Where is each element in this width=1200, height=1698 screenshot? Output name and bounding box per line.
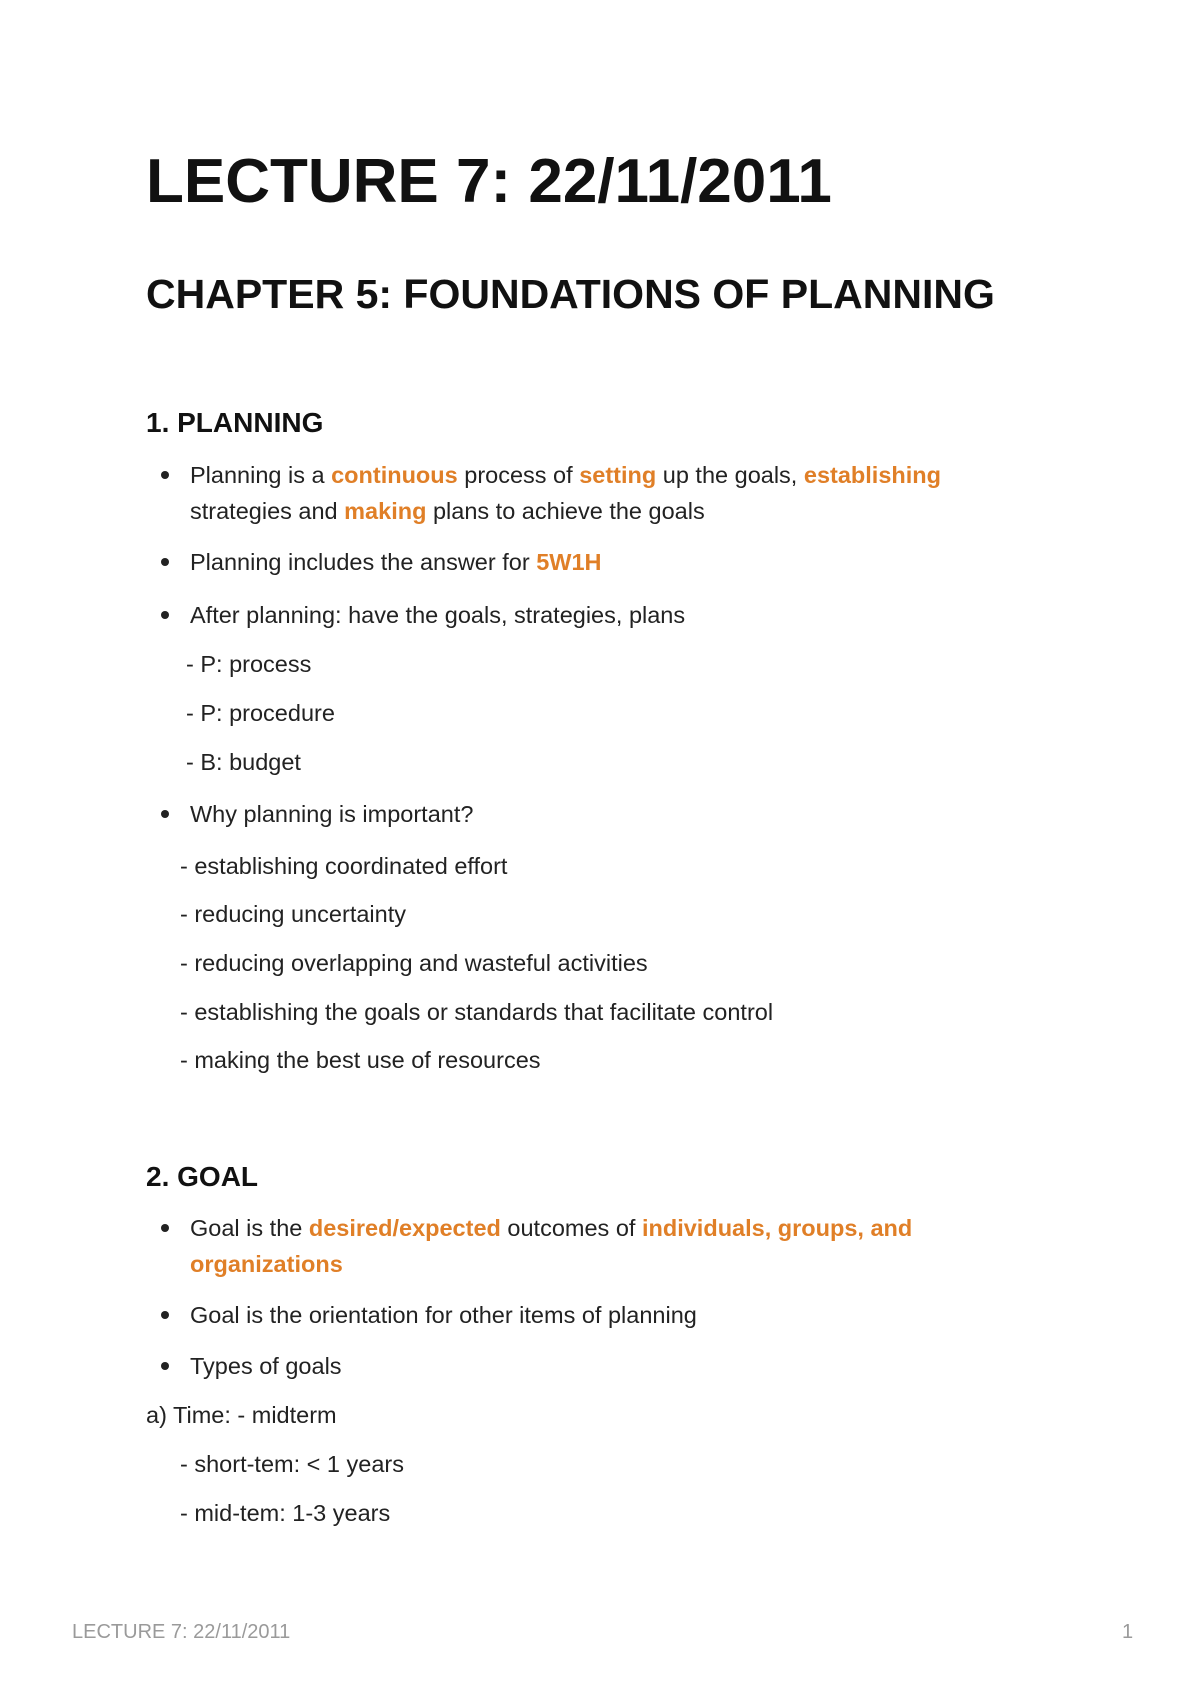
section-heading-planning: 1. PLANNING [146, 407, 324, 438]
chapter-heading: CHAPTER 5: FOUNDATIONS OF PLANNING [146, 271, 995, 317]
goal-orientation: Goal is the orientation for other items of planning [190, 1302, 697, 1328]
sub-item: - B: budget [186, 749, 301, 775]
highlight-continuous: continuous [331, 462, 458, 488]
sub-item: - reducing overlapping and wasteful activities [180, 950, 648, 976]
sub-item: - making the best use of resources [180, 1047, 541, 1073]
bullet-icon [161, 810, 169, 818]
highlight-organizations: organizations [190, 1251, 343, 1277]
sub-item: - mid-tem: 1-3 years [180, 1500, 391, 1526]
time-label: a) Time: - midterm [146, 1402, 337, 1428]
planning-5w1h: Planning includes the answer for 5W1H [190, 549, 602, 575]
highlight-making: making [344, 498, 427, 524]
after-planning: After planning: have the goals, strategies, plans [190, 602, 686, 628]
sub-item: - short-tem: < 1 years [180, 1451, 404, 1477]
highlight-individuals-groups: individuals, groups, and [641, 1215, 913, 1241]
sub-item: - P: process [186, 651, 312, 677]
sub-item: - reducing uncertainty [180, 901, 406, 927]
goal-definition-line1: Goal is the desired/expected outcomes of individuals, groups, and [190, 1215, 913, 1241]
why-planning: Why planning is important? [190, 801, 474, 827]
bullet-icon [161, 471, 169, 479]
highlight-5w1h: 5W1H [536, 549, 602, 575]
highlight-desired-expected: desired/expected [308, 1215, 501, 1241]
bullet-icon [161, 611, 169, 619]
highlight-establishing: establishing [803, 462, 941, 488]
bullet-icon [161, 1362, 169, 1370]
footer-title: LECTURE 7: 22/11/2011 [72, 1621, 291, 1643]
planning-definition-line1: Planning is a continuous process of setting up the goals, establishing [190, 462, 941, 488]
sub-item: - establishing coordinated effort [180, 853, 508, 879]
bullet-icon [161, 1311, 169, 1319]
types-of-goals: Types of goals [190, 1353, 342, 1379]
sub-item: - establishing the goals or standards that facilitate control [180, 999, 774, 1025]
planning-definition-line2: strategies and making plans to achieve the goals [190, 498, 705, 524]
page-number: 1 [1122, 1621, 1134, 1643]
bullet-icon [161, 558, 169, 566]
section-heading-goal: 2. GOAL [146, 1161, 259, 1192]
highlight-setting: setting [579, 462, 657, 488]
bullet-icon [161, 1224, 169, 1232]
sub-item: - P: procedure [186, 700, 335, 726]
page-title: LECTURE 7: 22/11/2011 [146, 147, 832, 216]
